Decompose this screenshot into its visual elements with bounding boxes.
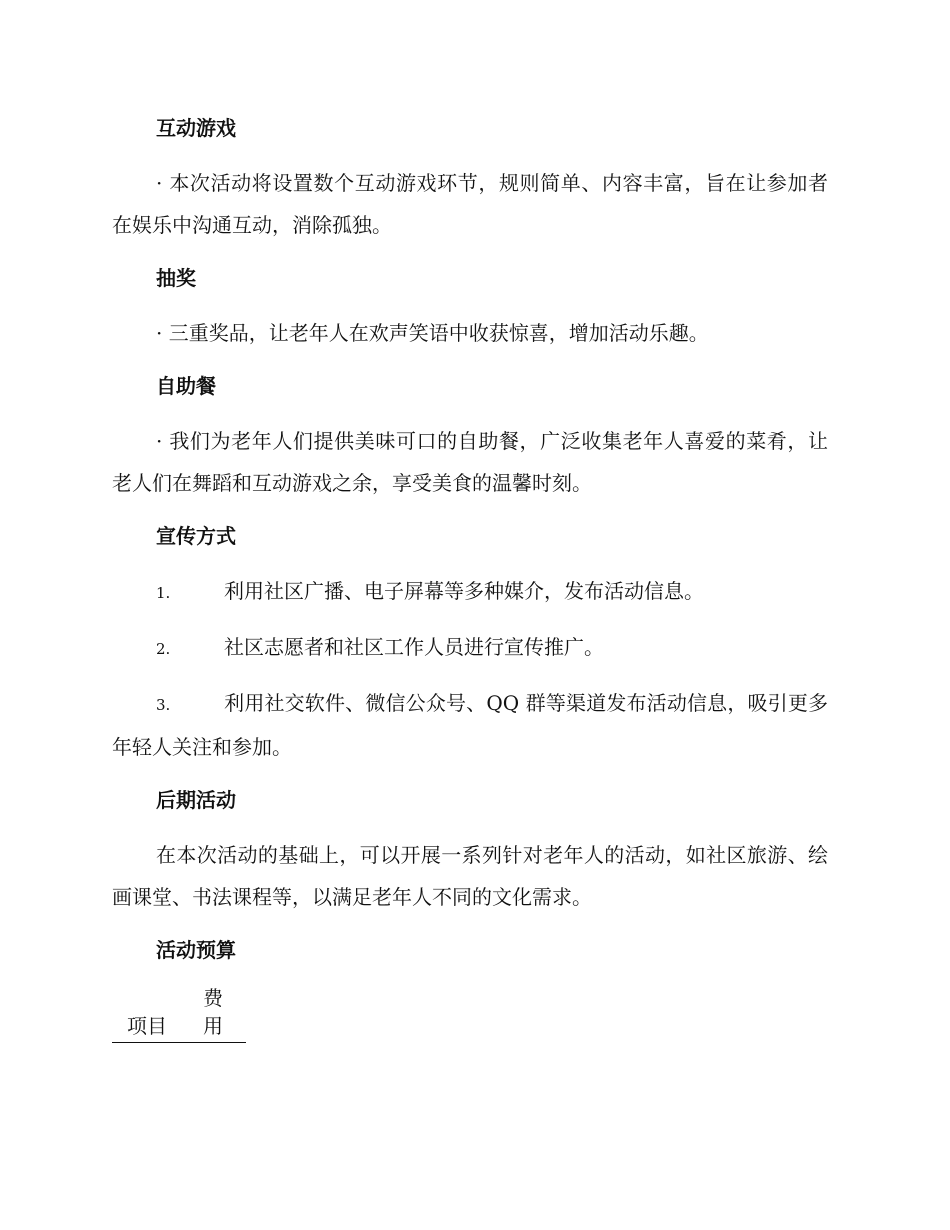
list-item-text: 利用社交软件、微信公众号、QQ 群等渠道发布活动信息，吸引更多年轻人关注和参加。 (112, 691, 828, 759)
paragraph-game: · 本次活动将设置数个互动游戏环节，规则简单、内容丰富，旨在让参加者在娱乐中沟通互动，消除孤独。 (112, 171, 828, 237)
section-heading-lottery: 抽奖 (156, 266, 196, 290)
budget-table (112, 984, 246, 1043)
section-heading-followup: 后期活动 (156, 788, 236, 812)
paragraph-lottery: · 三重奖品，让老年人在欢声笑语中收获惊喜，增加活动乐趣。 (156, 321, 709, 345)
section-heading-budget: 活动预算 (156, 938, 236, 962)
list-number: 1. (156, 584, 171, 602)
list-item-text: 社区志愿者和社区工作人员进行宣传推广。 (224, 635, 604, 659)
table-header-cost (180, 984, 246, 1043)
table-header-item: 项目 (112, 984, 180, 1043)
section-heading-buffet: 自助餐 (156, 374, 216, 398)
list-item-text: 利用社区广播、电子屏幕等多种媒介，发布活动信息。 (224, 579, 704, 603)
table-header-row (112, 984, 246, 1043)
list-item (112, 682, 828, 768)
paragraph-buffet: · 我们为老年人们提供美味可口的自助餐，广泛收集老年人喜爱的菜肴，让老人们在舞蹈和互动游戏之余，享受美食的温馨时刻。 (112, 429, 828, 495)
table-header-cost-label: 费用 (203, 986, 223, 1038)
list-item (112, 570, 828, 614)
document-page (112, 108, 828, 1043)
list-item (112, 626, 828, 670)
list-number: 3. (156, 696, 171, 714)
list-number: 2. (156, 640, 171, 658)
paragraph-followup: 在本次活动的基础上，可以开展一系列针对老年人的活动，如社区旅游、绘画课堂、书法课程等，以满足老年人不同的文化需求。 (112, 843, 828, 909)
section-heading-game: 互动游戏 (156, 116, 236, 140)
section-heading-promotion: 宣传方式 (156, 524, 236, 548)
